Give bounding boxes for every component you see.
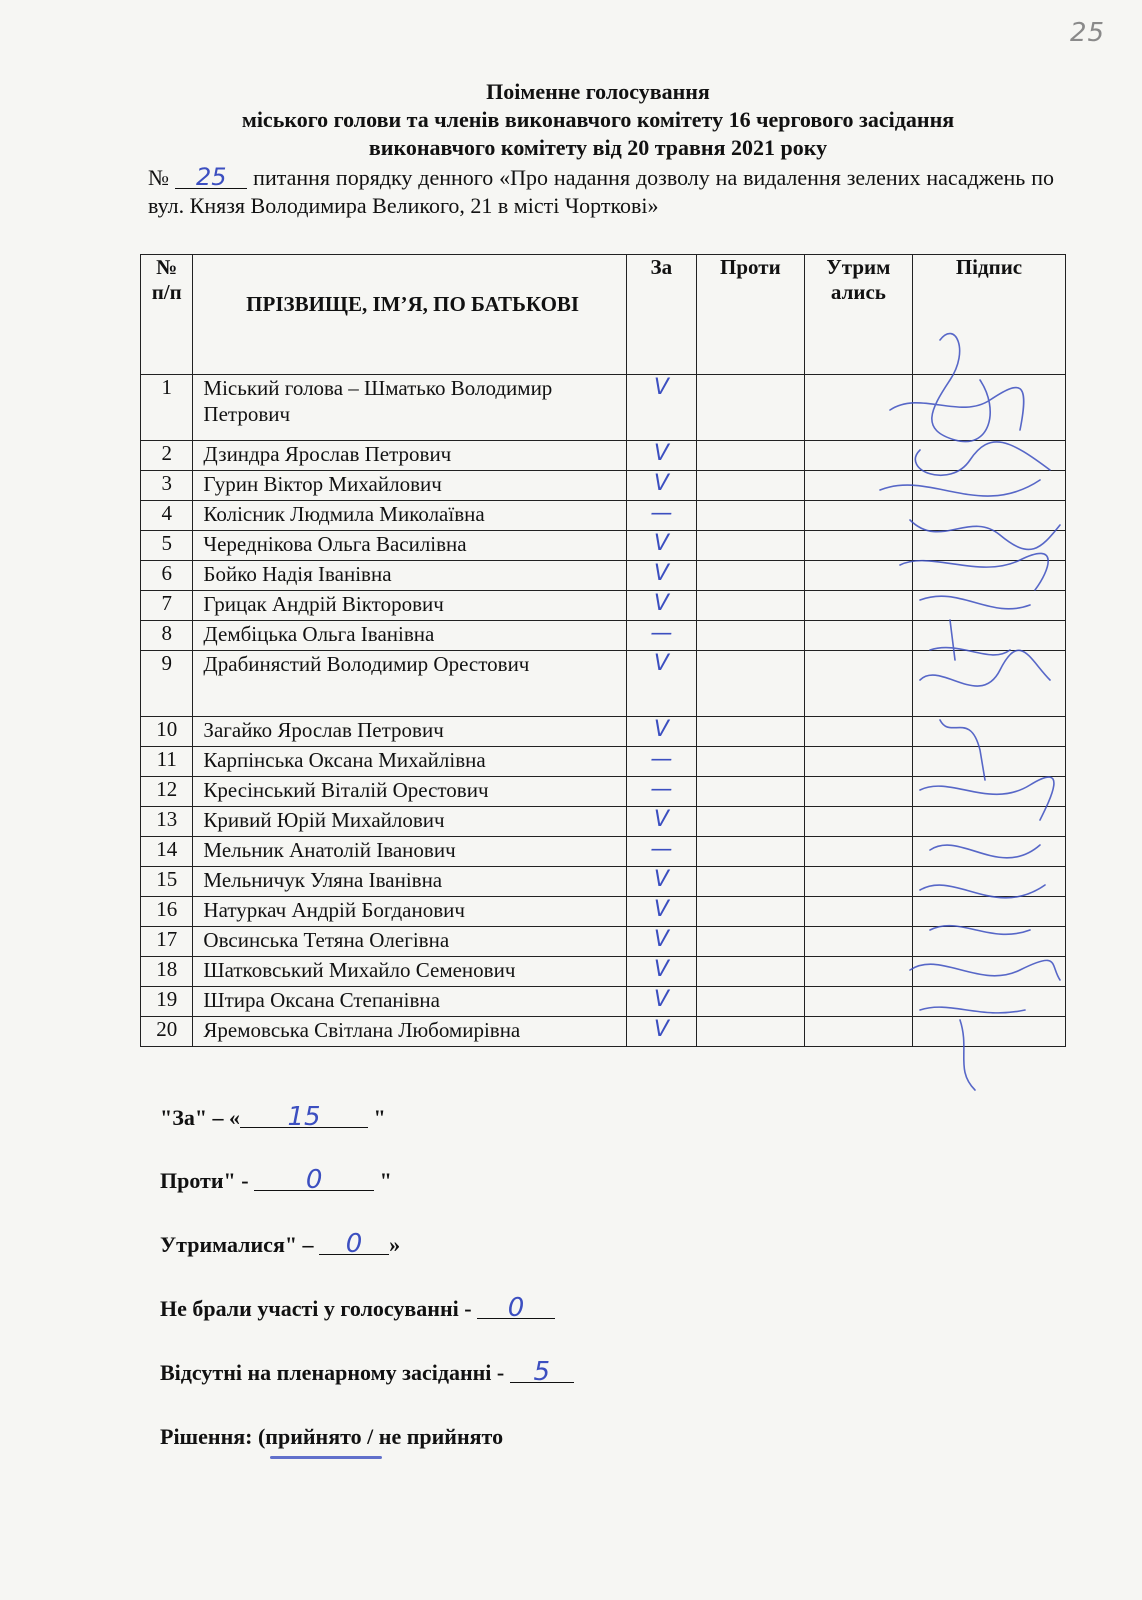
summary-abstained — [160, 1229, 401, 1259]
row-number: 19 — [141, 987, 193, 1017]
signature-cell — [912, 561, 1065, 591]
vote-against-cell — [696, 531, 804, 561]
summary-against — [160, 1165, 392, 1195]
agenda-number-prefix: № — [148, 165, 170, 190]
summary-abstained-count: 0 — [319, 1234, 389, 1255]
signature-cell — [912, 987, 1065, 1017]
vote-abstained-cell — [804, 531, 912, 561]
row-number: 2 — [141, 441, 193, 471]
signature-cell — [912, 531, 1065, 561]
table-row — [141, 717, 1066, 747]
summary-for-end: " — [368, 1105, 386, 1130]
vote-against-cell — [696, 927, 804, 957]
member-name: Бойко Надія Іванівна — [193, 561, 626, 591]
vote-abstained-cell — [804, 957, 912, 987]
vote-abstained-cell — [804, 561, 912, 591]
summary-not-voted-count: 0 — [477, 1298, 555, 1319]
signature-cell — [912, 651, 1065, 717]
member-name: Дембіцька Ольга Іванівна — [193, 621, 626, 651]
header-signature: Підпис — [912, 255, 1065, 375]
member-name: Яремовська Світлана Любомирівна — [193, 1017, 626, 1047]
member-name: Кресінський Віталій Орестович — [193, 777, 626, 807]
header-number: № п/п — [141, 255, 193, 375]
signature-cell — [912, 747, 1065, 777]
vote-for-mark: V — [626, 717, 696, 747]
member-name: Колісник Людмила Миколаївна — [193, 501, 626, 531]
vote-abstained-cell — [804, 375, 912, 441]
vote-against-cell — [696, 591, 804, 621]
vote-for-mark: V — [626, 591, 696, 621]
row-number: 9 — [141, 651, 193, 717]
header-abstained: Утрим ались — [804, 255, 912, 375]
row-number: 4 — [141, 501, 193, 531]
vote-for-mark: V — [626, 807, 696, 837]
vote-against-cell — [696, 651, 804, 717]
row-number: 12 — [141, 777, 193, 807]
summary-abstained-end: » — [389, 1232, 401, 1257]
table-row — [141, 501, 1066, 531]
vote-for-mark: — — [626, 621, 696, 651]
vote-against-cell — [696, 561, 804, 591]
vote-for-mark: — — [626, 747, 696, 777]
signature-cell — [912, 927, 1065, 957]
member-name: Мельничук Уляна Іванівна — [193, 867, 626, 897]
table-row — [141, 987, 1066, 1017]
summary-against-end: " — [374, 1168, 392, 1193]
signature-cell — [912, 837, 1065, 867]
vote-abstained-cell — [804, 747, 912, 777]
table-header-row — [141, 255, 1066, 375]
signature-cell — [912, 957, 1065, 987]
row-number: 11 — [141, 747, 193, 777]
summary-for-label: "За" – « — [160, 1105, 241, 1130]
vote-against-cell — [696, 807, 804, 837]
row-number: 3 — [141, 471, 193, 501]
member-name: Гурин Віктор Михайлович — [193, 471, 626, 501]
vote-abstained-cell — [804, 501, 912, 531]
row-number: 7 — [141, 591, 193, 621]
signature-cell — [912, 441, 1065, 471]
vote-against-cell — [696, 867, 804, 897]
member-name: Штира Оксана Степанівна — [193, 987, 626, 1017]
summary-not-voted — [160, 1293, 555, 1323]
table-row — [141, 927, 1066, 957]
member-name: Натуркач Андрій Богданович — [193, 897, 626, 927]
vote-abstained-cell — [804, 717, 912, 747]
header-for: За — [626, 255, 696, 375]
summary-absent — [160, 1357, 574, 1387]
vote-against-cell — [696, 837, 804, 867]
vote-abstained-cell — [804, 441, 912, 471]
vote-abstained-cell — [804, 777, 912, 807]
title-line-2: міського голови та членів виконавчого комітету 16 чергового засідання — [241, 107, 955, 132]
vote-abstained-cell — [804, 471, 912, 501]
vote-for-mark: V — [626, 651, 696, 717]
table-row — [141, 561, 1066, 591]
agenda-item-number: 25 — [175, 166, 247, 189]
summary-against-count: 0 — [254, 1170, 374, 1191]
vote-against-cell — [696, 441, 804, 471]
table-row — [141, 591, 1066, 621]
vote-for-mark: — — [626, 777, 696, 807]
summary-for — [160, 1102, 386, 1132]
summary-not-voted-label: Не брали участі у голосуванні - — [160, 1296, 478, 1321]
row-number: 14 — [141, 837, 193, 867]
vote-abstained-cell — [804, 621, 912, 651]
vote-for-mark: V — [626, 957, 696, 987]
document-title — [148, 78, 1048, 162]
table-row — [141, 375, 1066, 441]
vote-abstained-cell — [804, 591, 912, 621]
table-row — [141, 837, 1066, 867]
signature-cell — [912, 501, 1065, 531]
member-name: Дзиндра Ярослав Петрович — [193, 441, 626, 471]
row-number: 18 — [141, 957, 193, 987]
vote-for-mark: V — [626, 441, 696, 471]
table-row — [141, 471, 1066, 501]
vote-against-cell — [696, 957, 804, 987]
table-row — [141, 441, 1066, 471]
row-number: 17 — [141, 927, 193, 957]
vote-against-cell — [696, 717, 804, 747]
vote-abstained-cell — [804, 987, 912, 1017]
row-number: 5 — [141, 531, 193, 561]
vote-for-mark: V — [626, 531, 696, 561]
vote-against-cell — [696, 777, 804, 807]
member-name: Загайко Ярослав Петрович — [193, 717, 626, 747]
signature-cell — [912, 897, 1065, 927]
agenda-text: питання порядку денного «Про надання дозволу на видалення зелених насаджень по вул. Князя Володимира Великого, 21 в місті Чорткові» — [148, 165, 1055, 218]
table-row — [141, 531, 1066, 561]
signature-cell — [912, 807, 1065, 837]
vote-abstained-cell — [804, 867, 912, 897]
vote-abstained-cell — [804, 837, 912, 867]
vote-for-mark: V — [626, 867, 696, 897]
row-number: 20 — [141, 1017, 193, 1047]
table-row — [141, 957, 1066, 987]
vote-against-cell — [696, 375, 804, 441]
vote-for-mark: V — [626, 987, 696, 1017]
header-name: ПРІЗВИЩЕ, ІМ’Я, ПО БАТЬКОВІ — [193, 255, 626, 375]
summary-abstained-label: Утрималися" – — [160, 1232, 320, 1257]
member-name: Череднікова Ольга Василівна — [193, 531, 626, 561]
vote-for-mark: V — [626, 1017, 696, 1047]
handwritten-page-number: 25 — [1070, 18, 1106, 48]
decision-line: Рішення: (прийнято / не прийнято — [160, 1424, 504, 1449]
decision-handwritten-underline — [270, 1456, 382, 1459]
vote-abstained-cell — [804, 807, 912, 837]
vote-abstained-cell — [804, 927, 912, 957]
row-number: 1 — [141, 375, 193, 441]
summary-against-label: Проти" - — [160, 1168, 255, 1193]
roll-call-vote-table — [140, 254, 1066, 1047]
vote-for-mark: V — [626, 471, 696, 501]
signature-cell — [912, 621, 1065, 651]
vote-for-mark: V — [626, 897, 696, 927]
table-row — [141, 747, 1066, 777]
row-number: 16 — [141, 897, 193, 927]
member-name: Шатковський Михайло Семенович — [193, 957, 626, 987]
vote-abstained-cell — [804, 897, 912, 927]
vote-against-cell — [696, 897, 804, 927]
summary-for-count: 15 — [240, 1107, 368, 1128]
title-line-1: Поіменне голосування — [486, 79, 710, 104]
table-row — [141, 867, 1066, 897]
signature-cell — [912, 867, 1065, 897]
vote-abstained-cell — [804, 1017, 912, 1047]
member-name: Кривий Юрій Михайлович — [193, 807, 626, 837]
vote-for-mark: V — [626, 927, 696, 957]
row-number: 10 — [141, 717, 193, 747]
table-row — [141, 621, 1066, 651]
member-name: Овсинська Тетяна Олегівна — [193, 927, 626, 957]
row-number: 15 — [141, 867, 193, 897]
member-name: Карпінська Оксана Михайлівна — [193, 747, 626, 777]
table-row — [141, 651, 1066, 717]
member-name: Мельник Анатолій Іванович — [193, 837, 626, 867]
vote-for-mark: — — [626, 837, 696, 867]
vote-against-cell — [696, 501, 804, 531]
header-against: Проти — [696, 255, 804, 375]
agenda-item — [148, 164, 1054, 220]
table-row — [141, 807, 1066, 837]
vote-against-cell — [696, 471, 804, 501]
row-number: 13 — [141, 807, 193, 837]
signature-cell — [912, 1017, 1065, 1047]
vote-abstained-cell — [804, 651, 912, 717]
signature-cell — [912, 471, 1065, 501]
member-name: Драбинястий Володимир Орестович — [193, 651, 626, 717]
vote-against-cell — [696, 1017, 804, 1047]
vote-for-mark: V — [626, 375, 696, 441]
table-row — [141, 1017, 1066, 1047]
row-number: 8 — [141, 621, 193, 651]
title-line-3: виконавчого комітету від 20 травня 2021 року — [368, 135, 828, 160]
row-number: 6 — [141, 561, 193, 591]
table-row — [141, 777, 1066, 807]
member-name: Міський голова – Шматько Володимир Петрович — [193, 375, 626, 441]
table-row — [141, 897, 1066, 927]
summary-absent-label: Відсутні на пленарному засіданні - — [160, 1360, 510, 1385]
member-name: Грицак Андрій Вікторович — [193, 591, 626, 621]
vote-against-cell — [696, 747, 804, 777]
signature-cell — [912, 375, 1065, 441]
vote-for-mark: — — [626, 501, 696, 531]
signature-cell — [912, 777, 1065, 807]
signature-cell — [912, 717, 1065, 747]
signature-cell — [912, 591, 1065, 621]
vote-against-cell — [696, 987, 804, 1017]
vote-for-mark: V — [626, 561, 696, 591]
vote-against-cell — [696, 621, 804, 651]
summary-absent-count: 5 — [510, 1362, 574, 1383]
